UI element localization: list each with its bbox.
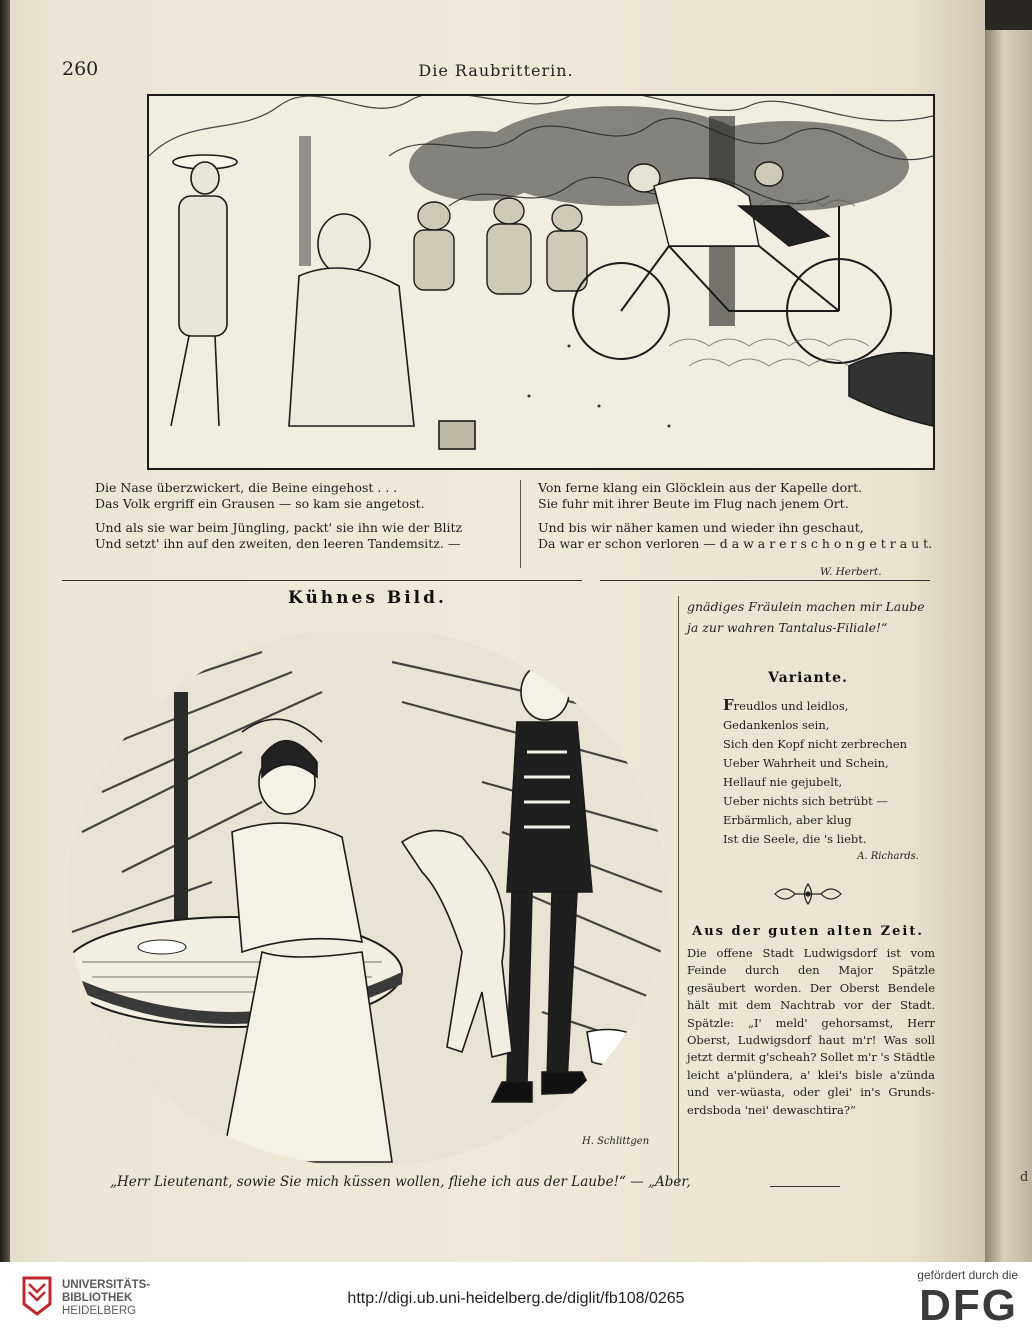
page-number: 260 <box>62 58 99 80</box>
top-poem-left-column <box>95 480 515 560</box>
verse-line: Und setzt' ihn auf den zweiten, den leeren Tandemsitz. — <box>95 536 461 551</box>
anecdote-text: Die offene Stadt Ludwigsdorf ist vom Feinde durch den Major Spätzle gesäubert worden. Der Oberst Bendele hält mit dem Nachtrab vor der Stadt. Spätzle: „I' meld' gehorsamst, Herr Oberst, Ludwigsdorf haut m'r! Was soll jetzt dermit g'scheah? Sollet m'r 's Städtle leicht a'plündera, a' klei's bisle a'zünda und ver-wüasta, oder glei' in's Grunds-erdsboda 'nei' dewaschtira?“ <box>687 946 936 1117</box>
verse-line: Ueber Wahrheit und Schein, <box>723 756 889 770</box>
arbour-scene-drawing <box>62 632 673 1168</box>
end-rule <box>770 1186 840 1187</box>
top-poem <box>95 480 935 580</box>
verse-line: Und als sie war beim Jüngling, packt' sie ihn wie der Blitz <box>95 520 463 535</box>
right-column <box>678 596 937 1186</box>
verse-line: Von ferne klang ein Glöcklein aus der Kapelle dort. <box>538 480 863 495</box>
permalink-url[interactable]: http://digi.ub.uni-heidelberg.de/diglit/fb108/0265 <box>347 1290 685 1307</box>
continuation-line: gnädiges Fräulein machen mir Laube <box>687 599 925 614</box>
verse-line: Die Nase überzwickert, die Beine eingehost . . . <box>95 480 398 495</box>
variante-author: A. Richards. <box>857 851 919 862</box>
poem-column-divider <box>520 480 521 568</box>
running-title: Die Raubritterin. <box>418 61 574 80</box>
variante-poem <box>679 696 937 849</box>
verse-line: Das Volk ergriff ein Grausen — so kam sie angetost. <box>95 496 425 511</box>
anecdote-title: Aus der guten alten Zeit. <box>692 924 924 939</box>
funding-note: gefördert durch die <box>917 1268 1018 1282</box>
institution-line: BIBLIOTHEK <box>62 1292 133 1304</box>
verse-line: Da war er schon verloren — d a w a r e r s c h o n g e t r a u t. <box>538 536 933 551</box>
institution-line: UNIVERSITÄTS- <box>62 1279 151 1291</box>
stanza <box>538 480 938 512</box>
stanza <box>95 480 515 512</box>
caption-continuation <box>679 596 937 638</box>
next-page-fragment: d <box>1020 1170 1029 1185</box>
stanza <box>95 520 515 552</box>
tandem-scene-drawing <box>149 96 933 468</box>
next-page-edge <box>985 30 1032 1262</box>
ornament-icon <box>773 880 843 908</box>
stanza <box>538 520 938 552</box>
page-header <box>62 58 930 86</box>
top-poem-right-column <box>538 480 938 560</box>
verse-line: Und bis wir näher kamen und wieder ihn geschaut, <box>538 520 864 535</box>
continuation-line: ja zur wahren Tantalus-Filiale!“ <box>687 620 888 635</box>
verse-line: Erbärmlich, aber klug <box>723 813 852 827</box>
dfg-logo[interactable]: DFG <box>919 1281 1018 1330</box>
verse-line: Ist die Seele, die 's liebt. <box>723 832 867 846</box>
cartoon-caption: „Herr Lieutenant, sowie Sie mich küssen wollen, fliehe ich aus der Laube!“ — „Aber, <box>110 1174 691 1190</box>
artist-signature: H. Schlittgen <box>582 1136 650 1147</box>
verse-line: Sie fuhr mit ihrer Beute im Flug nach jenem Ort. <box>538 496 849 511</box>
verse-line: Sich den Kopf nicht zerbrechen <box>723 737 908 751</box>
variante-title: Variante. <box>768 670 848 686</box>
verse-line: Hellauf nie gejubelt, <box>723 775 843 789</box>
poem-author: W. Herbert. <box>820 566 882 578</box>
illustration-tandem-scene <box>147 94 935 470</box>
horizontal-rule <box>600 580 930 581</box>
verse-line: Gedankenlos sein, <box>723 718 830 732</box>
verse-line: Freudlos und leidlos, <box>723 696 849 714</box>
cartoon-title: Kühnes Bild. <box>288 588 447 608</box>
verse-line: Ueber nichts sich betrübt — <box>723 794 888 808</box>
footer-bar <box>0 1262 1032 1335</box>
illustration-arbour-scene <box>62 632 673 1168</box>
institution-line: HEIDELBERG <box>62 1305 137 1317</box>
horizontal-rule <box>62 580 582 581</box>
